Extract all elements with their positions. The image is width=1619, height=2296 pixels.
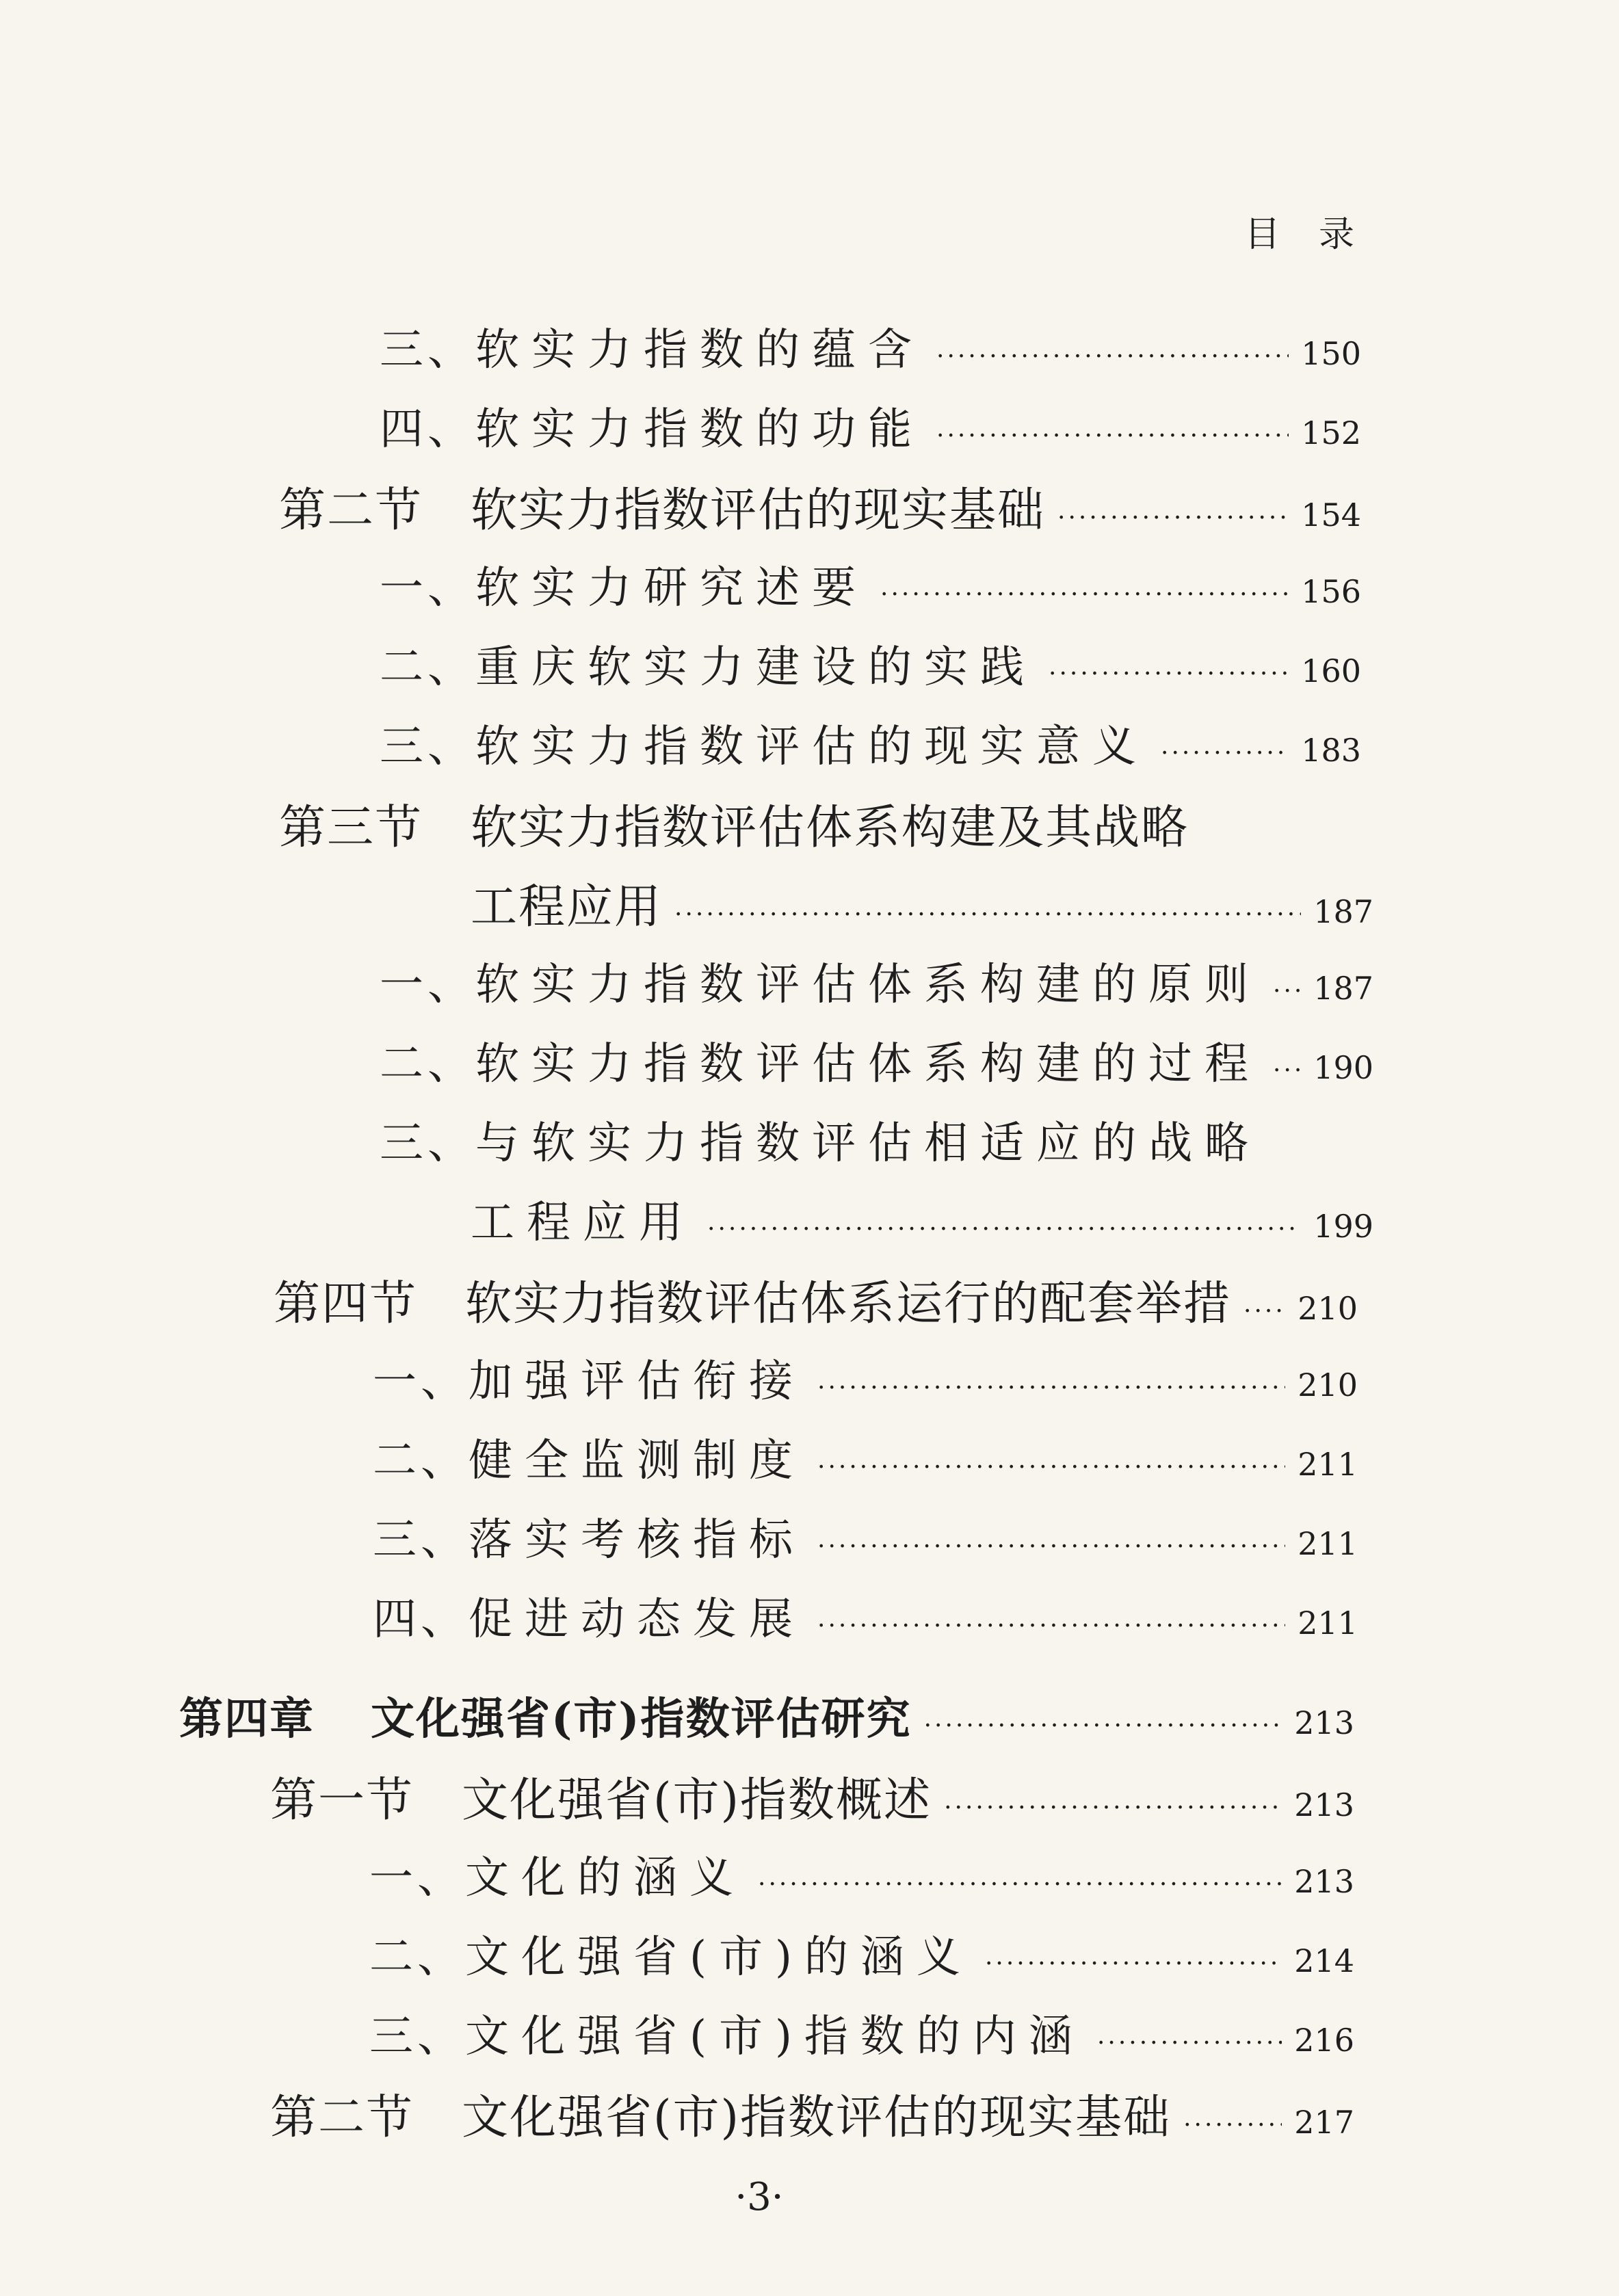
toc-chapter-number: 第四章	[179, 1693, 315, 1745]
toc-section	[279, 791, 1361, 866]
leader-dots	[924, 1712, 1282, 1740]
toc-section	[279, 473, 1361, 549]
leader-dots	[817, 1612, 1285, 1640]
toc-entry-page: 199	[1313, 1208, 1373, 1245]
toc-section-page: 217	[1294, 2104, 1354, 2141]
leader-dots	[817, 1374, 1285, 1402]
toc-section-page: 154	[1301, 497, 1361, 533]
toc-entry	[380, 711, 1361, 787]
toc-entry	[380, 1029, 1373, 1104]
toc-section-number: 第二节	[279, 484, 423, 538]
toc-entry-page: 211	[1298, 1605, 1358, 1641]
toc-entry-number: 二、	[373, 1436, 469, 1486]
toc-section-page: 210	[1298, 1290, 1358, 1327]
toc-section-title: 文化强省(市)指数评估的现实基础	[462, 2091, 1172, 2145]
toc-entry-title: 软实力指数评估体系构建的原则	[475, 960, 1261, 1010]
leader-dots	[1183, 2111, 1282, 2139]
toc-section-title: 软实力指数评估体系构建及其战略	[471, 801, 1189, 855]
toc-entry	[369, 2001, 1354, 2076]
toc-entry	[369, 1843, 1354, 1918]
running-header: 目 录	[1244, 214, 1368, 255]
toc-entry	[369, 1922, 1354, 1997]
leader-dots	[1243, 1297, 1285, 1325]
toc-entry-title: 与软实力指数评估相适应的战略	[475, 1118, 1261, 1169]
toc-entry-number: 一、	[380, 563, 475, 613]
toc-entry	[380, 1108, 1373, 1183]
toc-section	[274, 1267, 1358, 1342]
toc-section-continuation	[471, 870, 1373, 945]
toc-section-title: 软实力指数评估的现实基础	[471, 484, 1046, 538]
leader-dots	[936, 343, 1289, 371]
toc-entry-number: 三、	[373, 1515, 469, 1566]
toc-entry-page: 211	[1298, 1446, 1358, 1483]
toc-entry-title: 促进动态发展	[469, 1594, 805, 1645]
toc-entry-number: 四、	[380, 404, 475, 455]
toc-entry-title: 文化的涵义	[465, 1853, 746, 1903]
leader-dots	[944, 1794, 1282, 1822]
toc-entry-continuation	[471, 1187, 1373, 1263]
toc-entry-title: 软实力指数的蕴含	[475, 325, 924, 375]
toc-entry-page: 160	[1301, 652, 1361, 689]
toc-section-number: 第四节	[274, 1277, 418, 1331]
toc-entry-title: 软实力指数评估体系构建的过程	[475, 1039, 1261, 1090]
leader-dots	[985, 1950, 1282, 1978]
toc-entry-page: 152	[1301, 414, 1361, 451]
leader-dots	[1097, 2029, 1282, 2057]
toc-entry-title: 重庆软实力建设的实践	[475, 642, 1036, 693]
toc-entry-title: 文化强省(市)的涵义	[465, 1932, 973, 1983]
toc-entry-number: 三、	[380, 722, 475, 772]
toc-section-page: 187	[1313, 893, 1373, 930]
toc-entry	[373, 1425, 1358, 1501]
toc-entry	[380, 632, 1361, 707]
leader-dots	[758, 1871, 1282, 1899]
toc-entry-page: 216	[1294, 2022, 1354, 2059]
toc-entry-number: 三、	[369, 2011, 465, 2062]
leader-dots	[817, 1453, 1285, 1481]
toc-entry	[373, 1505, 1358, 1580]
toc-section-title: 软实力指数评估体系运行的配套举措	[465, 1277, 1232, 1331]
toc-entry-title: 软实力指数的功能	[475, 404, 924, 455]
toc-entry-number: 四、	[373, 1594, 469, 1645]
toc-section-title: 文化强省(市)指数概述	[462, 1773, 932, 1827]
toc-section-number: 第三节	[279, 801, 423, 855]
toc-entry	[380, 949, 1373, 1025]
toc-section-title-cont: 工程应用	[471, 880, 663, 934]
toc-entry-number: 一、	[369, 1853, 465, 1903]
toc-entry-title: 健全监测制度	[469, 1436, 805, 1486]
toc-chapter-title: 文化强省(市)指数评估研究	[371, 1693, 912, 1745]
toc-entry-number: 三、	[380, 325, 475, 375]
toc-entry-number: 二、	[380, 642, 475, 693]
toc-entry-page: 211	[1298, 1525, 1358, 1562]
toc-entry	[380, 315, 1361, 390]
toc-entry-page: 150	[1301, 335, 1361, 372]
toc-entry-page: 190	[1313, 1049, 1373, 1086]
leader-dots	[817, 1533, 1285, 1561]
toc-entry	[373, 1584, 1358, 1659]
toc-chapter	[179, 1684, 1354, 1759]
toc-section-number: 第一节	[270, 1773, 414, 1827]
toc-entry-title-cont: 工程应用	[471, 1198, 695, 1248]
toc-section	[270, 1763, 1354, 1838]
toc-entry	[373, 1346, 1358, 1421]
leader-dots	[674, 901, 1301, 929]
leader-dots	[936, 422, 1289, 450]
leader-dots	[880, 581, 1289, 609]
leader-dots	[1273, 1057, 1301, 1085]
toc-entry-title: 落实考核指标	[469, 1515, 805, 1566]
leader-dots	[1161, 739, 1289, 767]
leader-dots	[707, 1215, 1301, 1243]
toc-entry-page: 213	[1294, 1863, 1354, 1900]
toc-chapter-page: 213	[1294, 1704, 1354, 1741]
toc-entry-page: 187	[1313, 970, 1373, 1007]
toc-entry-title: 软实力研究述要	[475, 563, 868, 613]
toc-entry-number: 一、	[373, 1356, 469, 1407]
toc-section	[270, 2081, 1354, 2156]
toc-entry-page: 214	[1294, 1942, 1354, 1979]
toc-entry-number: 三、	[380, 1118, 475, 1169]
page-number: ·3·	[735, 2175, 784, 2219]
toc-entry-title: 文化强省(市)指数的内涵	[465, 2011, 1085, 2062]
toc-entry-number: 一、	[380, 960, 475, 1010]
toc-entry-page: 183	[1301, 732, 1361, 769]
toc-entry	[380, 394, 1361, 469]
toc-entry-title: 软实力指数评估的现实意义	[475, 722, 1148, 772]
toc-section-page: 213	[1294, 1786, 1354, 1823]
toc-entry-page: 156	[1301, 573, 1361, 610]
toc-entry-number: 二、	[369, 1932, 465, 1983]
leader-dots	[1057, 504, 1289, 532]
toc-entry-page: 210	[1298, 1367, 1358, 1403]
toc-section-number: 第二节	[270, 2091, 414, 2145]
leader-dots	[1049, 660, 1289, 688]
toc-entry-title: 加强评估衔接	[469, 1356, 805, 1407]
toc-entry	[380, 553, 1361, 628]
toc-entry-number: 二、	[380, 1039, 475, 1090]
leader-dots	[1273, 977, 1301, 1005]
